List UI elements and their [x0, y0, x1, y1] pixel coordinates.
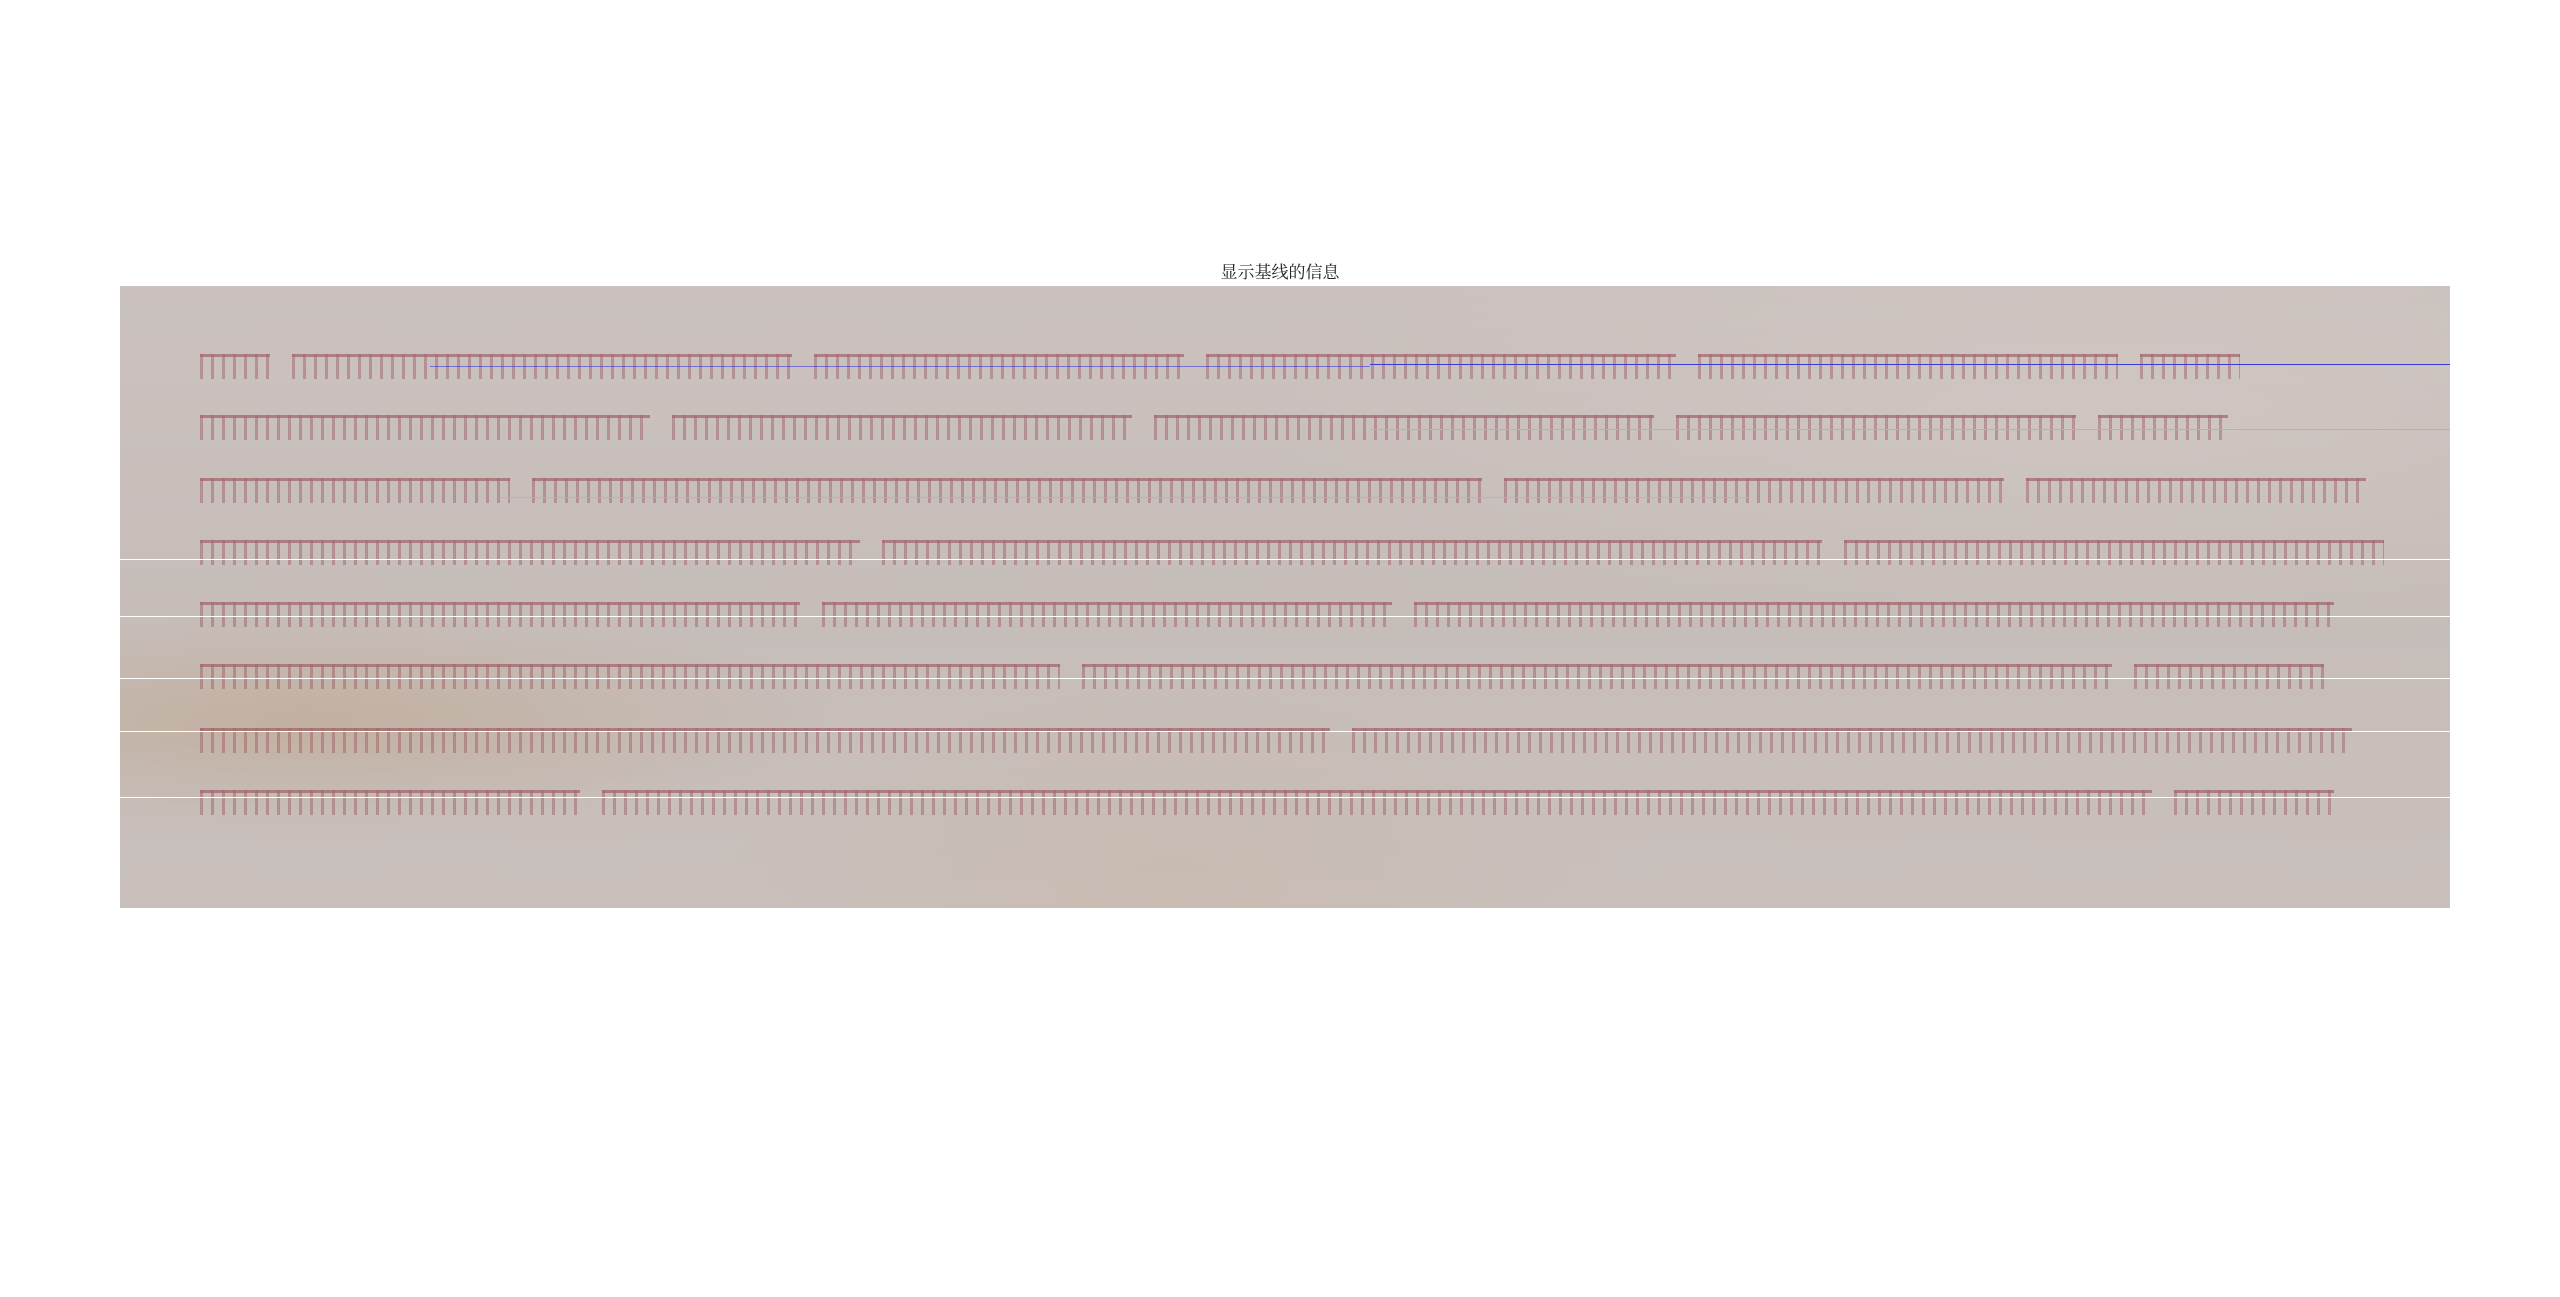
baseline-7: [120, 731, 2450, 732]
baseline-5: [120, 616, 2450, 617]
baseline-1-extension: [430, 366, 1370, 367]
baseline-8: [120, 797, 2450, 798]
manuscript-line-3: [200, 466, 2410, 506]
baseline-1: [1370, 364, 2450, 365]
manuscript-line-5: [200, 590, 2410, 630]
manuscript-line-6: [200, 652, 2410, 692]
manuscript-line-8: [200, 778, 2410, 818]
manuscript-line-4: [200, 528, 2410, 568]
manuscript-line-1: [200, 342, 2410, 382]
baseline-2: [1370, 429, 2450, 430]
baseline-4: [120, 559, 2450, 560]
manuscript-line-2: [200, 403, 2410, 443]
manuscript-line-7: [200, 716, 2410, 756]
baseline-3: [500, 497, 1750, 498]
baseline-6: [120, 678, 2450, 679]
manuscript-image: [120, 286, 2450, 908]
page-title: 显示基线的信息: [1220, 263, 1340, 283]
